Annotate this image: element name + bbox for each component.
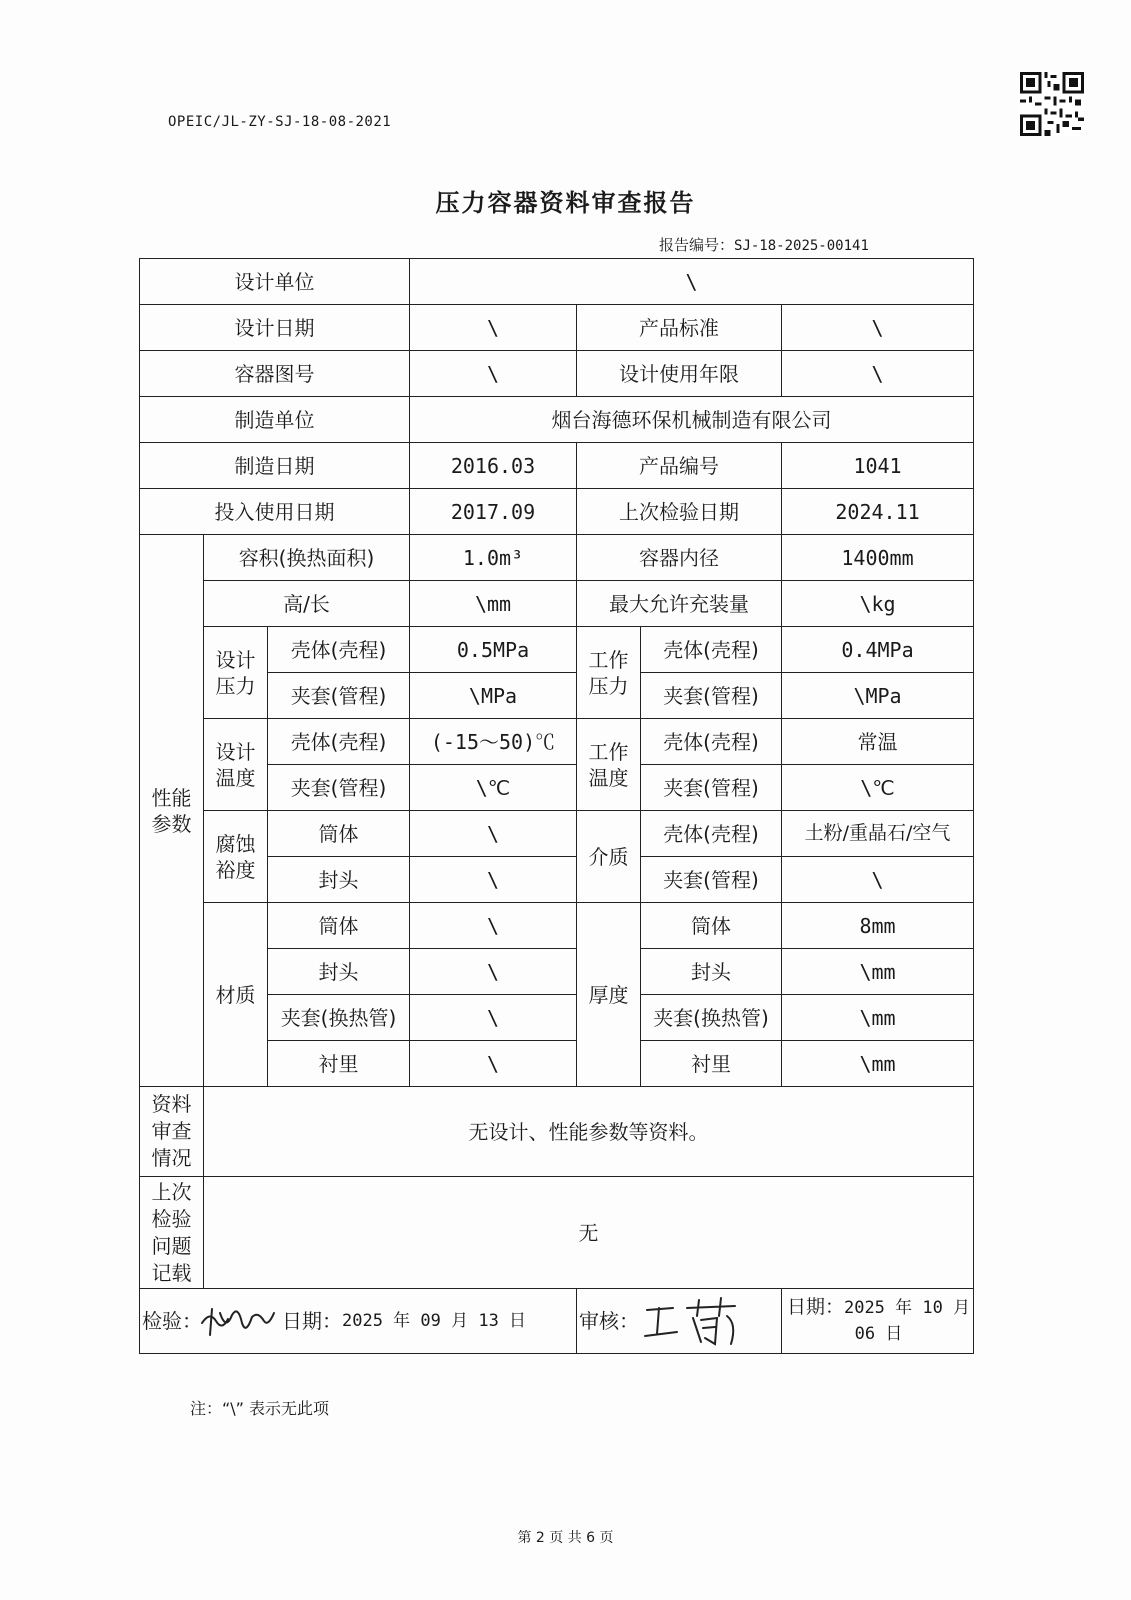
jacket-tube-label: 夹套(换热管)	[641, 995, 782, 1041]
design-date-value: \	[410, 305, 577, 351]
working-pressure-label: 工作 压力	[577, 627, 641, 719]
drawing-number-label: 容器图号	[140, 351, 410, 397]
shell-label: 壳体(壳程)	[268, 627, 410, 673]
page-title: 压力容器资料审查报告	[435, 189, 696, 217]
material-label: 材质	[204, 903, 268, 1087]
lining-label: 衬里	[641, 1041, 782, 1087]
service-life-label: 设计使用年限	[577, 351, 782, 397]
design-date-label: 设计日期	[140, 305, 410, 351]
page-number: 第 2 页 共 6 页	[517, 1530, 614, 1546]
thickness-jacket-tube-value: \mm	[782, 995, 974, 1041]
table-row	[140, 1087, 974, 1177]
table-row	[140, 811, 974, 857]
cylinder-label: 筒体	[641, 903, 782, 949]
design-pressure-jacket-value: \MPa	[410, 673, 577, 719]
design-pressure-shell-value: 0.5MPa	[410, 627, 577, 673]
design-temperature-jacket-value: \℃	[410, 765, 577, 811]
table-row	[140, 397, 974, 443]
product-number-label: 产品编号	[577, 443, 782, 489]
material-head-value: \	[410, 949, 577, 995]
thickness-head-value: \mm	[782, 949, 974, 995]
shell-label: 壳体(壳程)	[268, 719, 410, 765]
shell-label: 壳体(壳程)	[641, 811, 782, 857]
head-label: 封头	[641, 949, 782, 995]
max-fill-label: 最大允许充装量	[577, 581, 782, 627]
product-number-value: 1041	[782, 443, 974, 489]
inspector-signature	[198, 1301, 278, 1341]
report-number-value: SJ-18-2025-00141	[734, 238, 869, 254]
table-row	[140, 489, 974, 535]
table-row	[140, 535, 974, 581]
design-unit-label: 设计单位	[140, 259, 410, 305]
last-inspection-date-label: 上次检验日期	[577, 489, 782, 535]
manufacture-date-label: 制造日期	[140, 443, 410, 489]
inner-diameter-label: 容器内径	[577, 535, 782, 581]
design-temperature-shell-value: (-15～50)℃	[410, 719, 577, 765]
design-unit-value: \	[410, 259, 974, 305]
service-life-value: \	[782, 351, 974, 397]
manufacturer-value: 烟台海德环保机械制造有限公司	[410, 397, 974, 443]
manufacturer-label: 制造单位	[140, 397, 410, 443]
table-row	[140, 259, 974, 305]
shell-label: 壳体(壳程)	[641, 627, 782, 673]
jacket-label: 夹套(管程)	[268, 765, 410, 811]
volume-value: 1.0m³	[410, 535, 577, 581]
table-row	[140, 305, 974, 351]
working-temperature-shell-value: 常温	[782, 719, 974, 765]
material-jacket-tube-value: \	[410, 995, 577, 1041]
thickness-lining-value: \mm	[782, 1041, 974, 1087]
corrosion-allowance-label: 腐蚀 裕度	[204, 811, 268, 903]
material-lining-value: \	[410, 1041, 577, 1087]
working-pressure-jacket-value: \MPa	[782, 673, 974, 719]
jacket-label: 夹套(管程)	[268, 673, 410, 719]
in-use-date-label: 投入使用日期	[140, 489, 410, 535]
product-standard-label: 产品标准	[577, 305, 782, 351]
max-fill-value: \kg	[782, 581, 974, 627]
jacket-label: 夹套(管程)	[641, 857, 782, 903]
height-label: 高/长	[204, 581, 410, 627]
table-row	[140, 1177, 974, 1289]
table-row	[140, 581, 974, 627]
footnote: 注：“\” 表示无此项	[190, 1399, 330, 1418]
design-pressure-label: 设计 压力	[204, 627, 268, 719]
medium-shell-value: 土粉/重晶石/空气	[782, 811, 974, 857]
volume-label: 容积(换热面积)	[204, 535, 410, 581]
thickness-label: 厚度	[577, 903, 641, 1087]
design-temperature-label: 设计 温度	[204, 719, 268, 811]
report-number	[659, 234, 869, 255]
jacket-tube-label: 夹套(换热管)	[268, 995, 410, 1041]
in-use-date-value: 2017.09	[410, 489, 577, 535]
last-issues-label: 上次 检验 问题 记载	[140, 1177, 204, 1289]
material-cylinder-value: \	[410, 903, 577, 949]
working-pressure-shell-value: 0.4MPa	[782, 627, 974, 673]
product-standard-value: \	[782, 305, 974, 351]
shell-label: 壳体(壳程)	[641, 719, 782, 765]
drawing-number-value: \	[410, 351, 577, 397]
corrosion-cylinder-value: \	[410, 811, 577, 857]
inspect-date-label: 日期：	[282, 1309, 342, 1333]
inspect-date: 2025 年 09 月 13 日	[342, 1310, 527, 1331]
cylinder-label: 筒体	[268, 811, 410, 857]
inspect-label: 检验：	[142, 1309, 202, 1333]
inspection-sign-cell	[140, 1289, 577, 1354]
manufacture-date-value: 2016.03	[410, 443, 577, 489]
table-row	[140, 627, 974, 673]
signature-row	[140, 1289, 974, 1354]
review-table	[139, 258, 974, 1354]
lining-label: 衬里	[268, 1041, 410, 1087]
last-inspection-date-value: 2024.11	[782, 489, 974, 535]
height-value: \mm	[410, 581, 577, 627]
review-date-cell	[782, 1289, 974, 1354]
cylinder-label: 筒体	[268, 903, 410, 949]
head-label: 封头	[268, 857, 410, 903]
table-row	[140, 351, 974, 397]
head-label: 封头	[268, 949, 410, 995]
corrosion-head-value: \	[410, 857, 577, 903]
review-label: 资料 审查 情况	[140, 1087, 204, 1177]
review-date-label: 日期：	[786, 1296, 844, 1318]
review-sign-label: 审核：	[579, 1309, 639, 1333]
jacket-label: 夹套(管程)	[641, 673, 782, 719]
document-code: OPEIC/JL-ZY-SJ-18-08-2021	[168, 114, 392, 130]
review-date: 2025 年 10 月 06 日	[843, 1298, 971, 1344]
table-row	[140, 903, 974, 949]
qr-code-icon	[1020, 72, 1084, 136]
performance-group-label: 性能 参数	[140, 535, 204, 1087]
reviewer-signature	[639, 1294, 749, 1348]
working-temperature-jacket-value: \℃	[782, 765, 974, 811]
inner-diameter-value: 1400mm	[782, 535, 974, 581]
medium-jacket-value: \	[782, 857, 974, 903]
table-row	[140, 719, 974, 765]
last-issues-text: 无	[204, 1177, 974, 1289]
report-number-label: 报告编号：	[659, 236, 735, 254]
review-sign-cell	[577, 1289, 782, 1354]
thickness-cylinder-value: 8mm	[782, 903, 974, 949]
jacket-label: 夹套(管程)	[641, 765, 782, 811]
review-text: 无设计、性能参数等资料。	[204, 1087, 974, 1177]
working-temperature-label: 工作 温度	[577, 719, 641, 811]
medium-label: 介质	[577, 811, 641, 903]
table-row	[140, 443, 974, 489]
